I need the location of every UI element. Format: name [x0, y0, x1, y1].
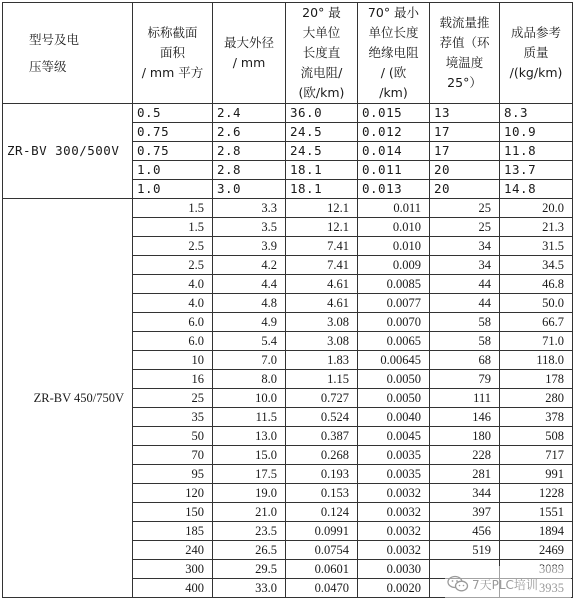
table-cell: 0.524 — [286, 408, 358, 427]
table-cell: 10 — [133, 351, 213, 370]
header-text: 载流量推 — [439, 15, 490, 30]
table-cell: 71.0 — [500, 332, 573, 351]
header-text: 质量 — [523, 45, 549, 60]
table-cell: 0.0065 — [358, 332, 430, 351]
table-cell: 29.5 — [213, 560, 286, 579]
table-cell: 2.4 — [213, 104, 286, 123]
header-text: /km) — [379, 85, 408, 100]
table-cell: 118.0 — [500, 351, 573, 370]
table-cell: 14.8 — [500, 180, 573, 199]
table-cell: 3.0 — [213, 180, 286, 199]
table-cell: 25 — [430, 218, 500, 237]
table-cell: 17.5 — [213, 465, 286, 484]
table-cell: 397 — [430, 503, 500, 522]
table-cell: 50.0 — [500, 294, 573, 313]
table-cell: 44 — [430, 294, 500, 313]
table-cell: 1.5 — [133, 218, 213, 237]
table-cell: 25 — [430, 199, 500, 218]
table-cell: 79 — [430, 370, 500, 389]
group-label: ZR-BV 300/500V — [3, 104, 133, 199]
header-text: 型号及电 — [29, 32, 80, 47]
table-cell: 0.013 — [358, 180, 430, 199]
header-text: 单位长度 — [368, 25, 419, 40]
header-text: 境温度 — [445, 55, 484, 70]
table-cell: 2.8 — [213, 142, 286, 161]
table-cell: 18.1 — [286, 180, 358, 199]
table-cell: 1551 — [500, 503, 573, 522]
table-cell: 0.153 — [286, 484, 358, 503]
table-cell: 146 — [430, 408, 500, 427]
table-cell: 0.0991 — [286, 522, 358, 541]
header-cell — [286, 3, 358, 104]
table-cell: 0.0020 — [358, 579, 430, 598]
header-text: 长度直 — [302, 45, 341, 60]
table-cell: 6.0 — [133, 332, 213, 351]
header-text: 最大外径 — [223, 35, 274, 50]
table-cell: 0.0470 — [286, 579, 358, 598]
table-cell: 20.0 — [500, 199, 573, 218]
header-text: 压等级 — [29, 59, 67, 74]
watermark-text: 7天PLC培训 — [472, 577, 538, 592]
table-cell: 0.0030 — [358, 560, 430, 579]
table-cell: 178 — [500, 370, 573, 389]
table-cell: 1228 — [500, 484, 573, 503]
table-cell: 25 — [133, 389, 213, 408]
header-cell — [133, 3, 213, 104]
table-cell: 0.0601 — [286, 560, 358, 579]
table-cell: 17 — [430, 123, 500, 142]
table-cell: 400 — [133, 579, 213, 598]
table-cell: 19.0 — [213, 484, 286, 503]
table-cell: 24.5 — [286, 142, 358, 161]
table-cell: 344 — [430, 484, 500, 503]
table-cell: 0.0032 — [358, 484, 430, 503]
table-row — [3, 199, 573, 218]
header-text: 25°） — [447, 75, 482, 90]
table-cell: 180 — [430, 427, 500, 446]
cable-spec-table — [2, 2, 573, 598]
header-text: / mm — [232, 55, 266, 70]
table-cell: 13 — [430, 104, 500, 123]
header-cell — [213, 3, 286, 104]
table-cell: 5.4 — [213, 332, 286, 351]
table-cell: 1.5 — [133, 199, 213, 218]
table-cell: 0.268 — [286, 446, 358, 465]
table-cell: 120 — [133, 484, 213, 503]
table-cell: 8.0 — [213, 370, 286, 389]
table-cell: 1.0 — [133, 161, 213, 180]
table-cell: 0.0085 — [358, 275, 430, 294]
table-cell: 378 — [500, 408, 573, 427]
table-cell: 1.0 — [133, 180, 213, 199]
table-cell: 44 — [430, 275, 500, 294]
table-cell: 111 — [430, 389, 500, 408]
header-text: 标称截面 — [147, 25, 198, 40]
header-text: / (欧 — [380, 65, 407, 80]
table-cell: 0.75 — [133, 142, 213, 161]
table-cell: 2.8 — [213, 161, 286, 180]
table-cell: 10.9 — [500, 123, 573, 142]
table-cell: 8.3 — [500, 104, 573, 123]
table-cell: 3.08 — [286, 332, 358, 351]
table-cell: 0.0070 — [358, 313, 430, 332]
table-cell: 2.6 — [213, 123, 286, 142]
table-cell: 0.0050 — [358, 389, 430, 408]
header-text: 70° 最小 — [367, 5, 420, 20]
table-cell: 0.193 — [286, 465, 358, 484]
header-text: / mm 平方 — [141, 65, 204, 80]
table-cell: 0.387 — [286, 427, 358, 446]
table-cell: 0.0045 — [358, 427, 430, 446]
header-cell — [430, 3, 500, 104]
header-cell — [500, 3, 573, 104]
table-cell: 11.8 — [500, 142, 573, 161]
table-cell: 36.0 — [286, 104, 358, 123]
table-cell: 34.5 — [500, 256, 573, 275]
table-cell: 185 — [133, 522, 213, 541]
table-cell: 7.41 — [286, 237, 358, 256]
table-cell: 66.7 — [500, 313, 573, 332]
header-text: 绝缘电阻 — [368, 45, 419, 60]
table-cell: 4.9 — [213, 313, 286, 332]
table-cell: 4.0 — [133, 275, 213, 294]
table-cell: 0.727 — [286, 389, 358, 408]
table-cell: 150 — [133, 503, 213, 522]
table-cell: 7.41 — [286, 256, 358, 275]
table-cell: 280 — [500, 389, 573, 408]
table-cell: 3.3 — [213, 199, 286, 218]
table-cell: 0.0032 — [358, 541, 430, 560]
table-cell: 7.0 — [213, 351, 286, 370]
table-cell: 11.5 — [213, 408, 286, 427]
table-cell: 58 — [430, 332, 500, 351]
table-cell: 17 — [430, 142, 500, 161]
table-cell: 0.0754 — [286, 541, 358, 560]
table-cell: 33.0 — [213, 579, 286, 598]
table-cell: 0.0035 — [358, 446, 430, 465]
header-cell — [358, 3, 430, 104]
header-text: 面积 — [159, 45, 185, 60]
table-cell: 18.1 — [286, 161, 358, 180]
table-cell: 95 — [133, 465, 213, 484]
table-cell: 13.0 — [213, 427, 286, 446]
table-cell: 1.83 — [286, 351, 358, 370]
table-cell: 0.0032 — [358, 503, 430, 522]
table-cell: 4.8 — [213, 294, 286, 313]
table-cell: 4.0 — [133, 294, 213, 313]
table-cell: 4.2 — [213, 256, 286, 275]
table-cell: 281 — [430, 465, 500, 484]
table-cell: 20 — [430, 161, 500, 180]
table-cell: 300 — [133, 560, 213, 579]
table-cell: 58 — [430, 313, 500, 332]
table-cell: 31.5 — [500, 237, 573, 256]
header-text: 成品参考 — [510, 25, 561, 40]
table-cell: 0.0032 — [358, 522, 430, 541]
table-cell: 35 — [133, 408, 213, 427]
table-cell: 0.012 — [358, 123, 430, 142]
table-cell: 1894 — [500, 522, 573, 541]
table-cell: 15.0 — [213, 446, 286, 465]
table-cell: 68 — [430, 351, 500, 370]
table-cell: 21.3 — [500, 218, 573, 237]
table-cell: 0.75 — [133, 123, 213, 142]
table-cell: 2469 — [500, 541, 573, 560]
table-cell: 240 — [133, 541, 213, 560]
table-cell: 4.61 — [286, 275, 358, 294]
table-cell: 6.0 — [133, 313, 213, 332]
table-cell: 4.61 — [286, 294, 358, 313]
table-cell: 0.009 — [358, 256, 430, 275]
table-cell: 519 — [430, 541, 500, 560]
table-cell: 0.0050 — [358, 370, 430, 389]
table-cell: 228 — [430, 446, 500, 465]
table-cell: 0.010 — [358, 218, 430, 237]
table-cell: 46.8 — [500, 275, 573, 294]
watermark — [445, 566, 571, 602]
table-cell: 2.5 — [133, 237, 213, 256]
table-cell: 16 — [133, 370, 213, 389]
wechat-logo-icon — [447, 575, 469, 593]
header-text: (欧/km) — [298, 85, 345, 100]
table-cell: 0.015 — [358, 104, 430, 123]
table-cell: 0.0077 — [358, 294, 430, 313]
table-cell: 12.1 — [286, 199, 358, 218]
header-text: 大单位 — [302, 25, 341, 40]
table-cell: 12.1 — [286, 218, 358, 237]
table-cell: 21.0 — [213, 503, 286, 522]
table-cell: 1.15 — [286, 370, 358, 389]
table-cell: 0.011 — [358, 161, 430, 180]
table-cell: 3.9 — [213, 237, 286, 256]
header-text: /(kg/km) — [509, 65, 563, 80]
table-cell: 13.7 — [500, 161, 573, 180]
group-label: ZR-BV 450/750V — [3, 199, 133, 598]
table-cell: 10.0 — [213, 389, 286, 408]
header-row — [3, 3, 573, 104]
table-cell: 23.5 — [213, 522, 286, 541]
table-cell: 0.0040 — [358, 408, 430, 427]
table-cell: 0.5 — [133, 104, 213, 123]
table-cell: 0.0035 — [358, 465, 430, 484]
table-cell: 3.08 — [286, 313, 358, 332]
table-cell: 508 — [500, 427, 573, 446]
header-cell — [3, 3, 133, 104]
table-cell: 2.5 — [133, 256, 213, 275]
table-cell: 0.014 — [358, 142, 430, 161]
table-cell: 34 — [430, 237, 500, 256]
table-cell: 0.00645 — [358, 351, 430, 370]
table-cell: 717 — [500, 446, 573, 465]
table-row — [3, 104, 573, 123]
table-cell: 24.5 — [286, 123, 358, 142]
table-cell: 70 — [133, 446, 213, 465]
header-text: 20° 最 — [302, 5, 341, 20]
table-cell: 0.011 — [358, 199, 430, 218]
table-cell: 991 — [500, 465, 573, 484]
header-text: 流电阻/ — [300, 65, 343, 80]
table-cell: 0.124 — [286, 503, 358, 522]
table-cell: 3.5 — [213, 218, 286, 237]
table-cell: 26.5 — [213, 541, 286, 560]
table-cell: 0.010 — [358, 237, 430, 256]
table-cell: 456 — [430, 522, 500, 541]
table-cell: 50 — [133, 427, 213, 446]
table-cell: 4.4 — [213, 275, 286, 294]
table-cell: 34 — [430, 256, 500, 275]
table-cell: 20 — [430, 180, 500, 199]
header-text: 荐值（环 — [439, 35, 490, 50]
